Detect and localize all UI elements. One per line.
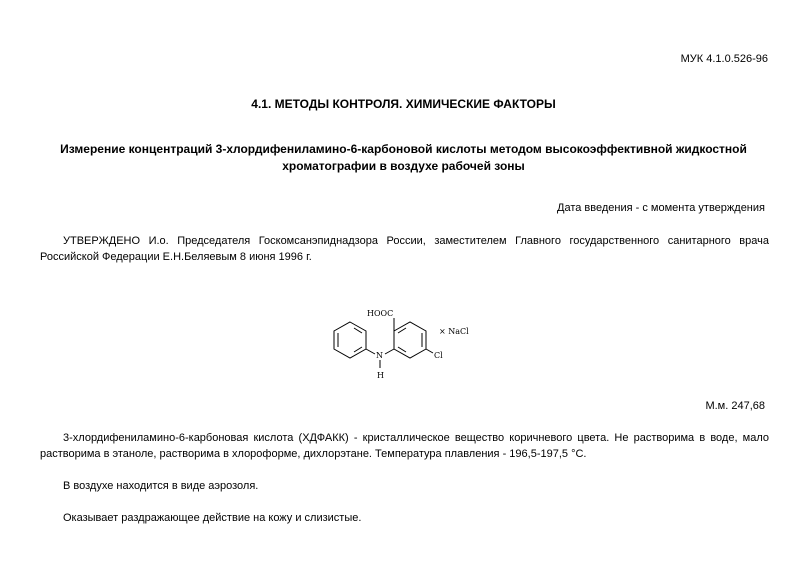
- main-title: Измерение концентраций 3-хлордифениламино-6-карбоновой кислоты методом высокоэффективной жидкостной хроматографии в воздухе рабочей зоны: [60, 142, 747, 173]
- right-benzene-ring: [394, 322, 426, 358]
- formula-bonds: [334, 318, 433, 368]
- hydrogen-label: H: [377, 371, 384, 380]
- cooh-label: HOOC: [367, 309, 394, 318]
- aerosol-paragraph: В воздухе находится в виде аэрозоля.: [63, 480, 259, 492]
- document-code: МУК 4.1.0.526-96: [680, 53, 768, 65]
- left-benzene-ring: [334, 322, 366, 358]
- introduction-date: Дата введения - с момента утверждения: [557, 202, 765, 214]
- structural-formula: [320, 302, 480, 387]
- section-title: 4.1. МЕТОДЫ КОНТРОЛЯ. ХИМИЧЕСКИЕ ФАКТОРЫ: [251, 97, 556, 111]
- molar-mass: М.м. 247,68: [705, 400, 765, 412]
- nitrogen-label: N: [376, 351, 383, 360]
- salt-label: × NaCl: [439, 327, 469, 336]
- irritant-paragraph: Оказывает раздражающее действие на кожу и слизистые.: [63, 512, 362, 524]
- chlorine-label: Cl: [434, 351, 443, 360]
- description-paragraph: 3-хлордифениламино-6-карбоновая кислота (ХДФАКК) - кристаллическое вещество коричневого цвета. Не растворима в воде, мало растворима в этаноле, растворима в хлороформе, дихлорэтане. Температура плавления - 196,5-197,5 °С.: [40, 432, 769, 460]
- approval-paragraph: УТВЕРЖДЕНО И.о. Председателя Госкомсанэпиднадзора России, заместителем Главного государственного санитарного врача Российской Федерации Е.Н.Беляевым 8 июня 1996 г.: [40, 235, 769, 263]
